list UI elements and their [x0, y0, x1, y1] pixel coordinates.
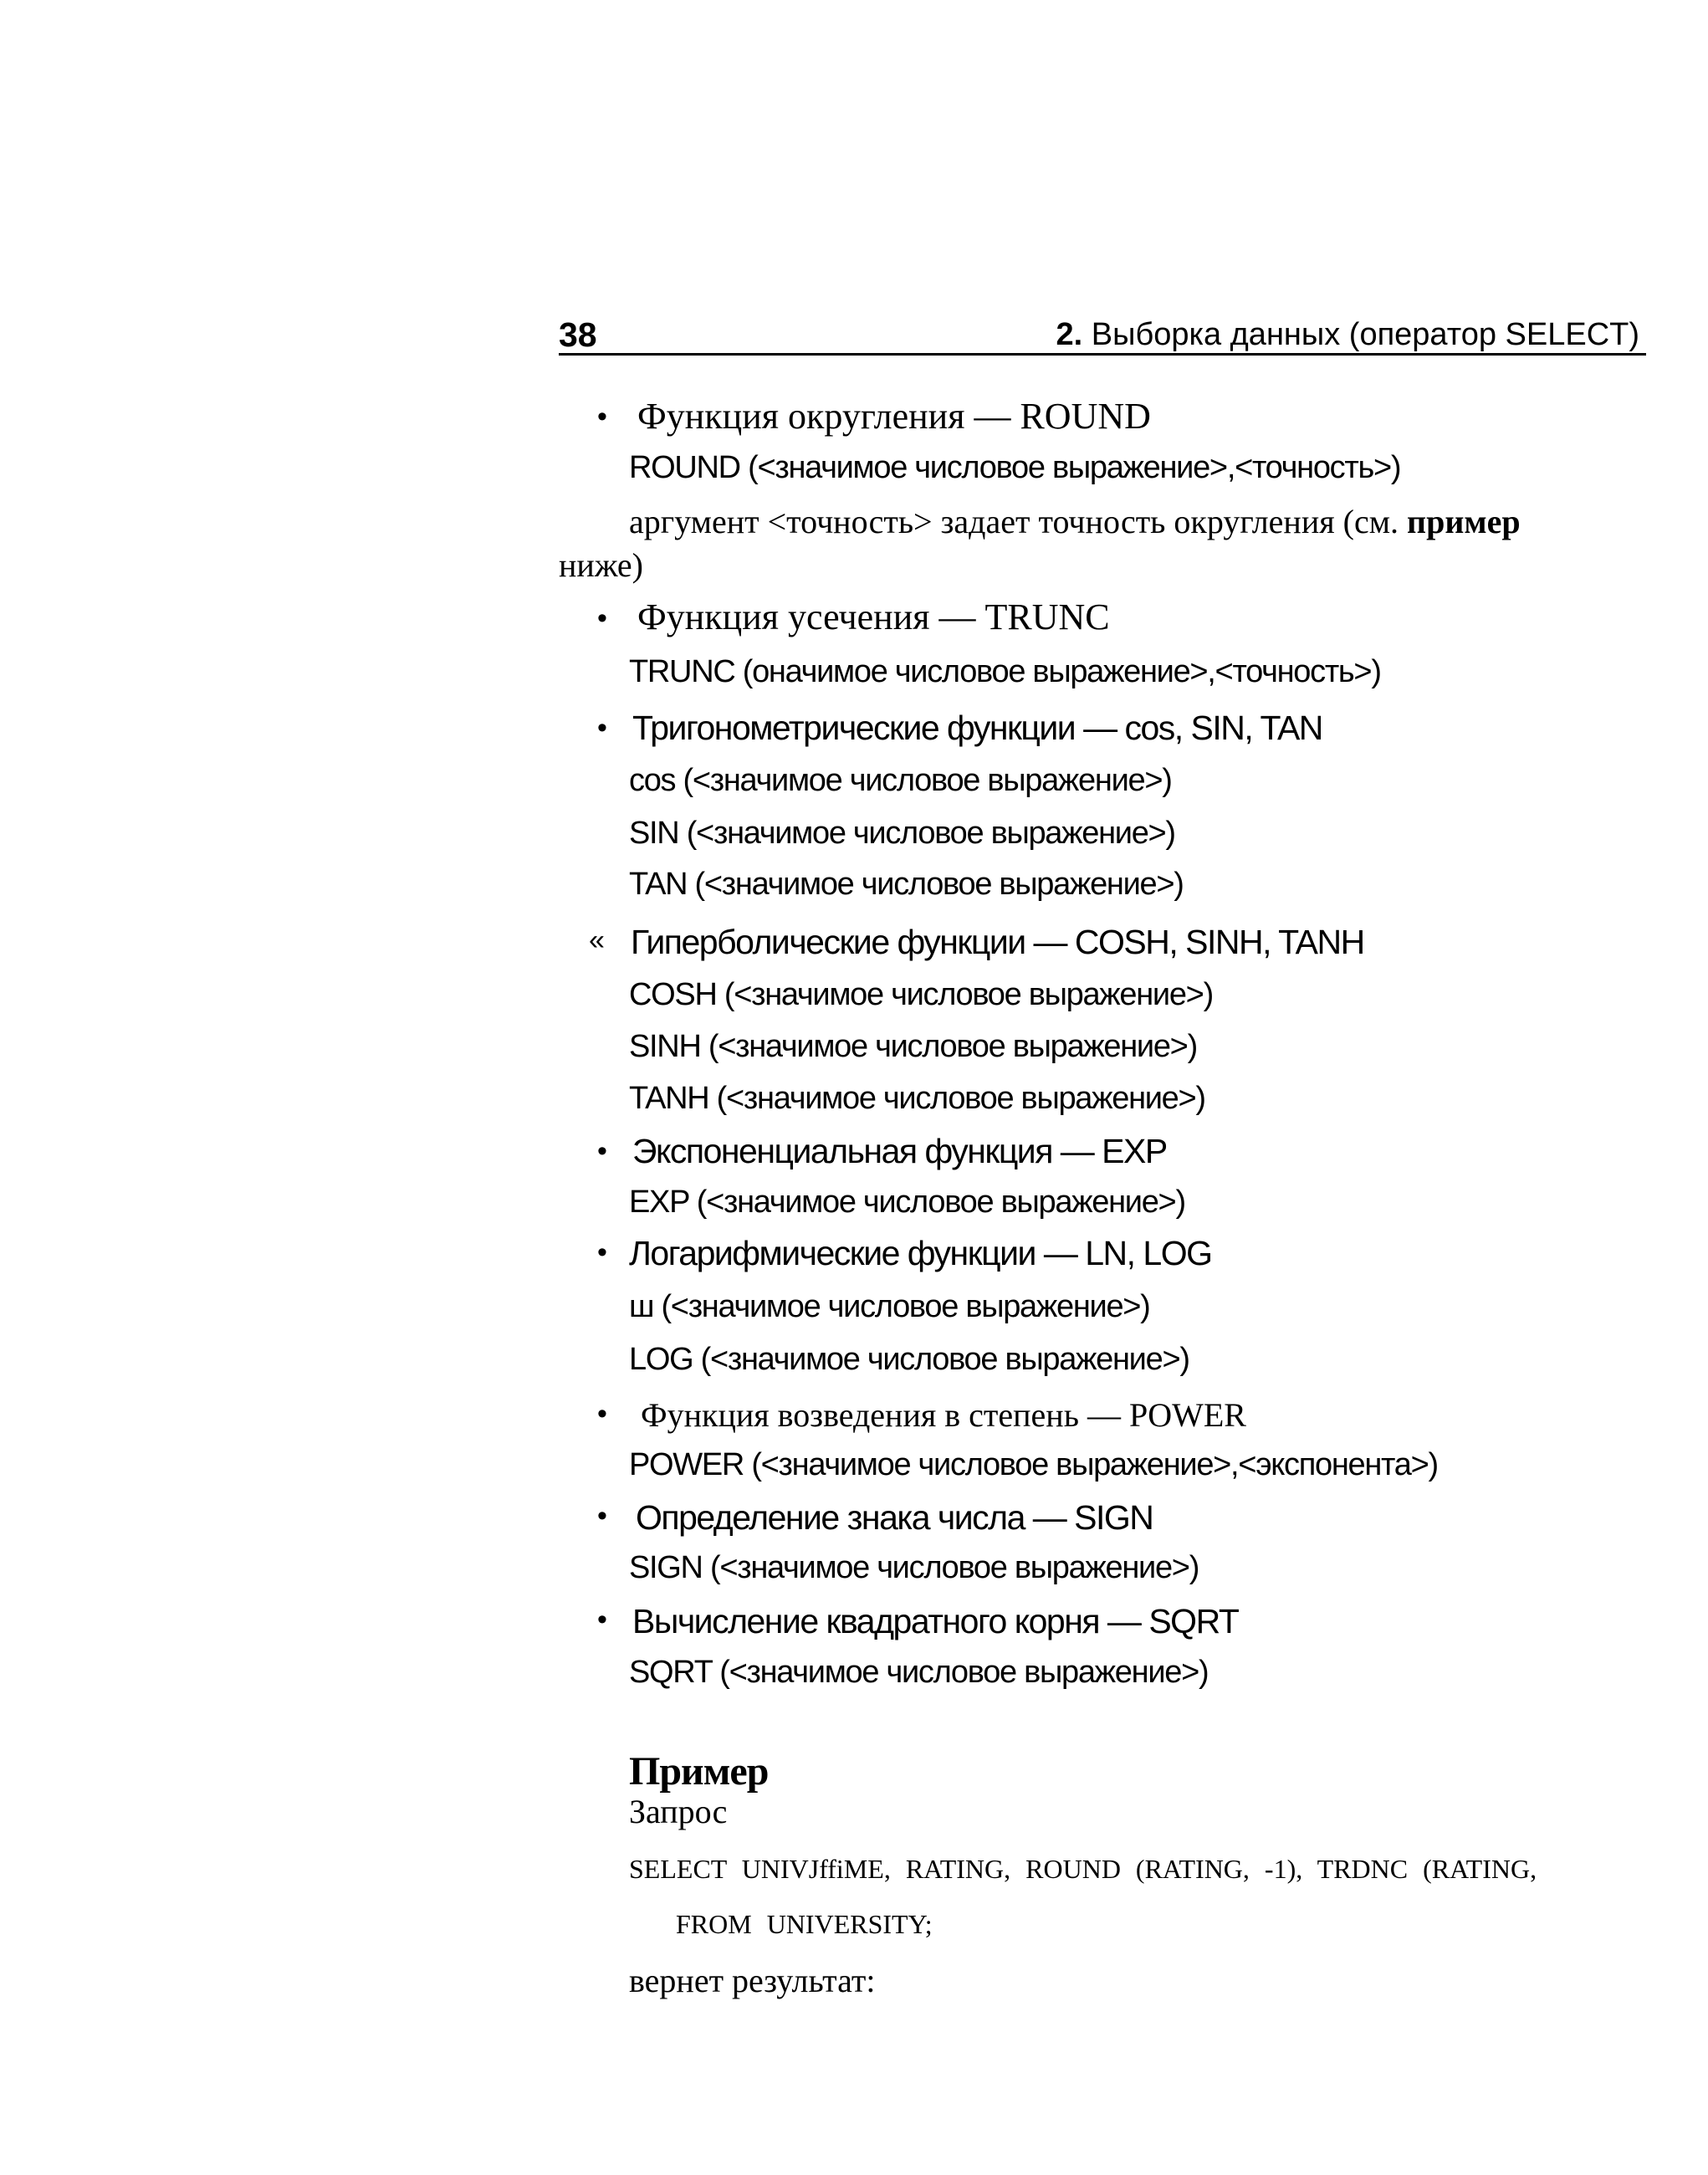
bullet: •: [597, 712, 607, 744]
bullet: •: [597, 602, 607, 634]
bullet: •: [597, 1398, 607, 1430]
query-label: Запрос: [629, 1793, 728, 1830]
log-heading: Логарифмические функции — LN, LOG: [629, 1234, 1212, 1272]
page-number: 38: [559, 315, 597, 354]
sqrt-syntax: SQRT (<значимое числовое выражение>): [629, 1655, 1209, 1690]
bullet: •: [597, 1500, 607, 1532]
trunc-heading: Функция усечения — TRUNC: [637, 596, 1110, 637]
sign-heading: Определение знака числа — SIGN: [636, 1498, 1153, 1537]
running-header: [559, 311, 1646, 358]
sign-syntax: SIGN (<значимое числовое выражение>): [629, 1550, 1199, 1585]
example-heading: Пример: [629, 1749, 769, 1794]
round-desc-bold: пример: [1407, 503, 1521, 540]
exp-heading: Экспоненциальная функция — EXP: [632, 1132, 1167, 1170]
result-label: вернет результат:: [629, 1962, 876, 1999]
hyper-sinh: SINH (<значимое числовое выражение>): [629, 1029, 1197, 1064]
chapter-number: 2.: [1056, 317, 1083, 352]
exp-syntax: EXP (<значимое числовое выражение>): [629, 1185, 1185, 1220]
round-desc-line2: ниже): [559, 546, 643, 584]
header-rule: [559, 353, 1646, 356]
bullet: •: [597, 401, 607, 432]
round-desc-text: аргумент <точность> задает точность округления (см.: [629, 503, 1399, 540]
bullet: «: [589, 924, 605, 956]
hyper-tanh: TANH (<значимое числовое выражение>): [629, 1081, 1205, 1116]
sqrt-heading: Вычисление квадратного корня — SQRT: [632, 1602, 1239, 1640]
power-heading: Функция возведения в степень — POWER: [641, 1396, 1246, 1434]
round-desc-line1: [629, 502, 1521, 542]
code-line-1: SELECT UNIVJffiME, RATING, ROUND (RATING, -1), TRDNC (RATING,: [629, 1854, 1537, 1884]
bullet: •: [597, 1604, 607, 1635]
chapter-title-text: Выборка данных (оператор SELECT): [1091, 317, 1639, 352]
bullet: •: [597, 1135, 607, 1167]
log-log: LOG (<значимое числовое выражение>): [629, 1342, 1189, 1377]
hyper-cosh: COSH (<значимое числовое выражение>): [629, 977, 1213, 1012]
hyper-heading: Гиперболические функции — COSH, SINH, TANH: [631, 923, 1364, 961]
round-syntax: ROUND (<значимое числовое выражение>,<точность>): [629, 450, 1401, 485]
code-line-2: FROM UNIVERSITY;: [676, 1909, 933, 1939]
trig-sin: SIN (<значимое числовое выражение>): [629, 816, 1175, 851]
trig-tan: TAN (<значимое числовое выражение>): [629, 867, 1184, 902]
round-heading: Функция округления — ROUND: [637, 396, 1151, 437]
trig-cos: cos (<значимое числовое выражение>): [629, 763, 1172, 798]
log-ln: ш (<значимое числовое выражение>): [629, 1289, 1150, 1324]
chapter-title: [1056, 311, 1639, 358]
power-syntax: POWER (<значимое числовое выражение>,<экспонента>): [629, 1447, 1438, 1482]
trig-heading: Тригонометрические функции — cos, SIN, TAN: [632, 709, 1322, 747]
trunc-syntax: TRUNC (оначимое числовое выражение>,<точность>): [629, 654, 1381, 689]
bullet: •: [597, 1236, 607, 1268]
